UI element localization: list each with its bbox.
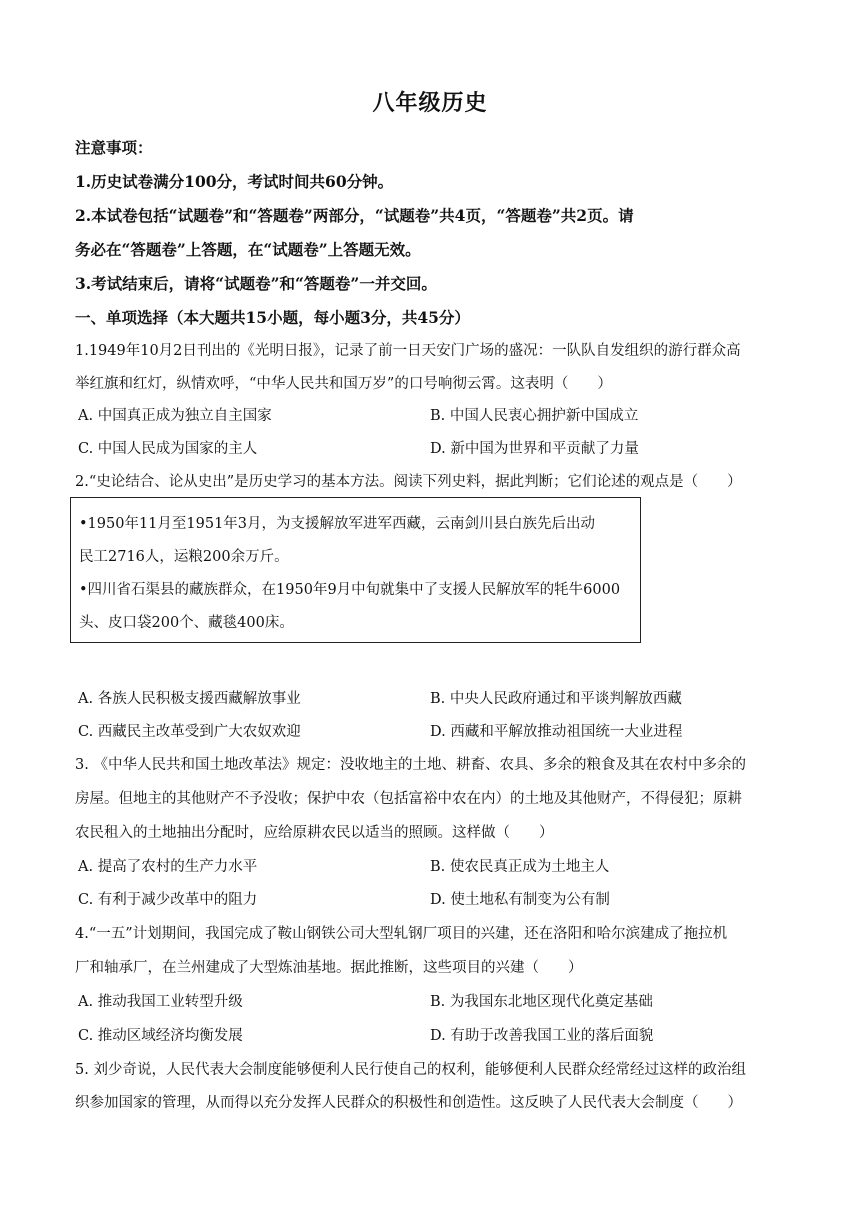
question-4-text: 厂和轴承厂，在兰州建成了大型炼油基地。据此推断，这些项目的兴建（ ） xyxy=(75,960,583,976)
question-2-option-a: A. 各族人民积极支援西藏解放事业 xyxy=(78,691,301,707)
question-5-text: 5. 刘少奇说，人民代表大会制度能够便利人民行使自己的权利，能够便利人民群众经常经过这样的政治组 xyxy=(75,1062,746,1078)
question-1-text: 1.1949年10月2日刊出的《光明日报》，记录了前一日天安门广场的盛况：一队队自发组织的游行群众高 xyxy=(75,343,741,359)
question-3-text: 房屋。但地主的其他财产不予没收；保护中农（包括富裕中农在内）的土地及其他财产，不得侵犯；原耕 xyxy=(75,791,742,807)
question-3-option-d: D. 使土地私有制变为公有制 xyxy=(430,892,610,908)
question-4-option-b: B. 为我国东北地区现代化奠定基础 xyxy=(430,994,653,1010)
question-1-option-d: D. 新中国为世界和平贡献了力量 xyxy=(430,441,639,457)
source-line: •四川省石渠县的藏族群众，在1950年9月中旬就集中了支援人民解放军的牦牛6000 xyxy=(79,582,621,598)
notice-item: 务必在“答题卷”上答题，在“试题卷”上答题无效。 xyxy=(75,240,421,259)
question-4-option-d: D. 有助于改善我国工业的落后面貌 xyxy=(430,1028,654,1044)
source-line: 民工2716人，运粮200余万斤。 xyxy=(79,549,289,565)
question-1-text: 举红旗和红灯，纵情欢呼，“中华人民共和国万岁”的口号响彻云霄。这表明（ ） xyxy=(75,376,612,392)
notice-item: 2.本试卷包括“试题卷”和“答题卷”两部分，“试题卷”共4页，“答题卷”共2页。请 xyxy=(75,206,634,225)
question-3-option-a: A. 提高了农村的生产力水平 xyxy=(78,859,258,875)
page-title: 八年级历史 xyxy=(372,90,488,116)
source-material-box xyxy=(70,497,641,643)
question-4-option-c: C. 推动区域经济均衡发展 xyxy=(78,1028,243,1044)
section-heading: 一、单项选择（本大题共15小题，每小题3分，共45分） xyxy=(75,308,470,327)
source-line: 头、皮口袋200个、藏毯400床。 xyxy=(79,615,294,631)
notice-heading: 注意事项： xyxy=(75,138,153,157)
question-3-text: 农民租入的土地抽出分配时，应给原耕农民以适当的照顾。这样做（ ） xyxy=(75,825,554,841)
question-3-option-c: C. 有利于减少改革中的阻力 xyxy=(78,892,258,908)
question-4-text: 4.“一五”计划期间，我国完成了鞍山钢铁公司大型轧钢厂项目的兴建，还在洛阳和哈尔滨建成了拖拉机 xyxy=(75,926,728,942)
question-1-option-b: B. 中国人民衷心拥护新中国成立 xyxy=(430,408,639,424)
question-2-option-b: B. 中央人民政府通过和平谈判解放西藏 xyxy=(430,691,682,707)
notice-item: 1.历史试卷满分100分，考试时间共60分钟。 xyxy=(75,172,394,191)
question-2-option-d: D. 西藏和平解放推动祖国统一大业进程 xyxy=(430,724,683,740)
question-2-option-c: C. 西藏民主改革受到广大农奴欢迎 xyxy=(78,724,301,740)
source-line: •1950年11月至1951年3月，为支援解放军进军西藏，云南剑川县白族先后出动 xyxy=(79,516,596,532)
question-1-option-a: A. 中国真正成为独立自主国家 xyxy=(78,408,272,424)
question-1-option-c: C. 中国人民成为国家的主人 xyxy=(78,441,258,457)
notice-item: 3.考试结束后，请将“试题卷”和“答题卷”一并交回。 xyxy=(75,274,437,293)
question-5-text: 织参加国家的管理，从而得以充分发挥人民群众的积极性和创造性。这反映了人民代表大会制度（ ） xyxy=(75,1095,742,1111)
question-3-text: 3. 《中华人民共和国土地改革法》规定：没收地主的土地、耕畜、农具、多余的粮食及其在农村中多余的 xyxy=(75,757,746,773)
question-4-option-a: A. 推动我国工业转型升级 xyxy=(78,994,243,1010)
question-3-option-b: B. 使农民真正成为土地主人 xyxy=(430,859,610,875)
question-2-text: 2.“史论结合、论从史出”是历史学习的基本方法。阅读下列史料，据此判断；它们论述的观点是（ ） xyxy=(75,474,742,490)
